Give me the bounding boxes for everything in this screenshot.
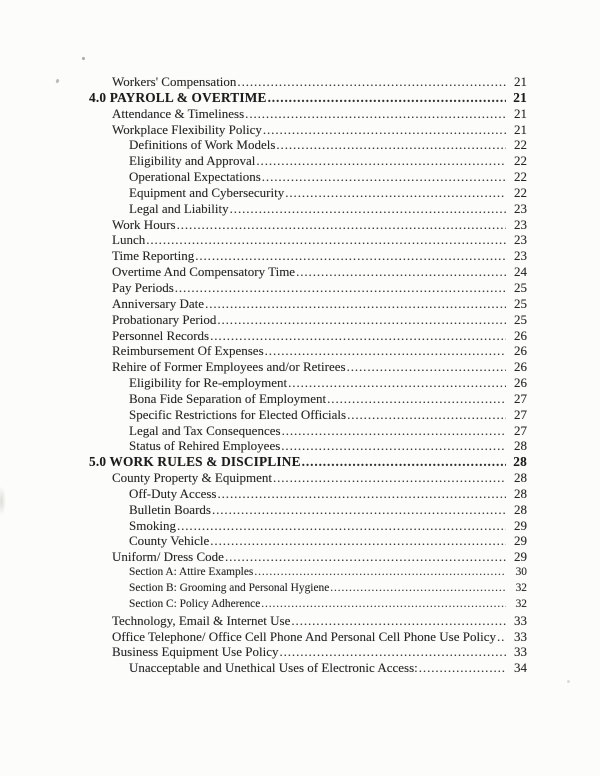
toc-entry-title: Definitions of Work Models	[129, 137, 276, 153]
toc-entry-title: Eligibility for Re-employment	[129, 375, 288, 391]
dot-leader	[177, 217, 506, 233]
toc-entry-title: 5.0 WORK RULES & DISCIPLINE	[89, 454, 301, 470]
toc-entry-title: Bulletin Boards	[129, 501, 211, 517]
toc-entry	[89, 137, 527, 153]
toc-entry	[89, 74, 527, 90]
toc-entry	[89, 343, 527, 359]
toc-entry	[89, 597, 527, 613]
dot-leader	[497, 629, 506, 645]
toc-entry-title: Time Reporting	[112, 248, 195, 264]
dot-leader	[276, 137, 506, 153]
dot-leader	[210, 328, 506, 344]
toc-entry	[89, 153, 527, 169]
dot-leader	[230, 201, 506, 217]
toc-entry	[89, 644, 527, 660]
scan-smudge	[0, 486, 6, 516]
dot-leader	[195, 248, 506, 264]
dot-leader	[262, 169, 506, 185]
toc-entry-page: 27	[514, 390, 527, 406]
toc-entry-title: Off-Duty Access	[129, 485, 217, 501]
dot-leader	[330, 581, 506, 597]
dot-leader	[302, 454, 506, 470]
toc-entry	[89, 470, 527, 486]
toc-entry-title: Technology, Email & Internet Use	[112, 612, 291, 628]
dot-leader	[268, 90, 506, 106]
toc-entry-page: 30	[515, 566, 527, 579]
dot-leader	[263, 122, 506, 138]
toc-entry-title: Status of Rehired Employees	[129, 438, 281, 454]
toc-entry-page: 29	[514, 533, 527, 549]
toc-entry	[89, 90, 527, 106]
toc-entry-title: Eligibility and Approval	[129, 153, 256, 169]
toc-entry-page: 25	[514, 311, 527, 327]
toc-entry-page: 28	[513, 454, 527, 470]
toc-entry-page: 28	[514, 438, 527, 454]
toc-entry	[89, 502, 527, 518]
toc-entry	[89, 660, 527, 676]
toc-entry-title: Business Equipment Use Policy	[112, 644, 279, 660]
toc-entry-page: 34	[514, 660, 527, 676]
toc-entry-page: 27	[514, 406, 527, 422]
toc-entry-page: 23	[514, 248, 527, 264]
dot-leader	[256, 153, 506, 169]
toc-entry	[89, 122, 527, 138]
toc-entry-title: Bona Fide Separation of Employment	[129, 390, 327, 406]
toc-entry-page: 26	[514, 327, 527, 343]
toc-entry	[89, 185, 527, 201]
toc-entry-title: Work Hours	[112, 216, 176, 232]
toc-entry-page: 22	[514, 169, 527, 185]
toc-entry-page: 23	[514, 200, 527, 216]
toc-list	[89, 74, 527, 676]
toc-entry-page: 28	[514, 485, 527, 501]
toc-entry-title: Legal and Liability	[129, 200, 229, 216]
toc-entry-page: 25	[514, 279, 527, 295]
dot-leader	[288, 375, 506, 391]
toc-entry	[89, 359, 527, 375]
toc-entry-title: Specific Restrictions for Elected Officials	[129, 406, 347, 422]
dot-leader	[296, 264, 506, 280]
toc-entry-title: Reimbursement Of Expenses	[112, 343, 264, 359]
toc-entry-page: 22	[514, 184, 527, 200]
toc-entry	[89, 264, 527, 280]
scan-speckle	[567, 680, 570, 683]
dot-leader	[212, 502, 506, 518]
toc-entry-page: 29	[514, 549, 527, 565]
toc-entry-page: 33	[514, 612, 527, 628]
scan-speckle	[55, 79, 59, 84]
dot-leader	[217, 312, 506, 328]
toc-entry-title: Workplace Flexibility Policy	[112, 121, 262, 137]
dot-leader	[327, 391, 506, 407]
toc-entry	[89, 565, 527, 581]
dot-leader	[265, 343, 506, 359]
toc-entry-title: Pay Periods	[112, 279, 174, 295]
toc-entry	[89, 312, 527, 328]
toc-entry	[89, 518, 527, 534]
dot-leader	[419, 660, 506, 676]
toc-entry-page: 32	[515, 582, 527, 594]
toc-entry	[89, 232, 527, 248]
toc-entry-page: 33	[514, 628, 527, 644]
dot-leader	[175, 280, 506, 296]
toc-entry-page: 21	[514, 121, 527, 137]
toc-entry	[89, 454, 527, 470]
toc-entry-title: Operational Expectations	[129, 169, 261, 185]
scan-speckle	[82, 57, 86, 61]
dot-leader	[205, 296, 506, 312]
dot-leader	[245, 106, 506, 122]
toc-entry-title: 4.0 PAYROLL & OVERTIME	[89, 89, 267, 105]
toc-entry-title: Attendance & Timeliness	[112, 105, 245, 121]
toc-entry	[89, 217, 527, 233]
dot-leader	[281, 438, 506, 454]
toc-entry	[89, 391, 527, 407]
toc-entry	[89, 169, 527, 185]
toc-entry-title: Office Telephone/ Office Cell Phone And Personal Cell Phone Use Policy	[112, 628, 496, 644]
dot-leader	[273, 470, 506, 486]
toc-entry	[89, 533, 527, 549]
toc-entry	[89, 248, 527, 264]
toc-entry	[89, 407, 527, 423]
toc-entry-title: Lunch	[112, 232, 146, 248]
toc-entry-page: 26	[514, 375, 527, 391]
toc-entry-title: Probationary Period	[112, 311, 217, 327]
toc-entry-title: Workers' Compensation	[112, 74, 237, 89]
toc-entry-title: Section C: Policy Adherence	[129, 597, 261, 610]
toc-entry	[89, 423, 527, 439]
toc-entry-page: 32	[515, 597, 527, 610]
toc-entry-title: County Vehicle	[129, 533, 210, 549]
toc-entry-page: 24	[514, 264, 527, 280]
dot-leader	[285, 185, 506, 201]
toc-entry-title: Uniform/ Dress Code	[112, 549, 224, 565]
dot-leader	[146, 232, 506, 248]
dot-leader	[291, 613, 506, 629]
toc-entry-title: Equipment and Cybersecurity	[129, 184, 285, 200]
dot-leader	[347, 407, 506, 423]
dot-leader	[282, 423, 506, 439]
toc-entry-page: 25	[514, 295, 527, 311]
toc-entry	[89, 280, 527, 296]
dot-leader	[347, 359, 506, 375]
dot-leader	[261, 597, 506, 613]
toc-entry-page: 22	[514, 137, 527, 153]
toc-entry-title: Section B: Grooming and Personal Hygiene	[129, 582, 330, 594]
toc-entry-page: 26	[514, 359, 527, 375]
toc-entry-page: 28	[514, 501, 527, 517]
toc-entry-page: 22	[514, 153, 527, 169]
dot-leader	[225, 549, 506, 565]
toc-entry-page: 29	[514, 517, 527, 533]
toc-entry-page: 33	[514, 644, 527, 660]
toc-entry-page: 21	[514, 105, 527, 121]
toc-entry	[89, 486, 527, 502]
toc-entry-page: 27	[514, 422, 527, 438]
toc-entry	[89, 629, 527, 645]
dot-leader	[177, 518, 506, 534]
toc-entry	[89, 106, 527, 122]
toc-entry-title: Unacceptable and Unethical Uses of Electronic Access:	[129, 660, 418, 676]
toc-entry	[89, 375, 527, 391]
toc-entry-title: Overtime And Compensatory Time	[112, 264, 296, 280]
toc-entry	[89, 581, 527, 597]
toc-entry-page: 21	[513, 89, 527, 105]
toc-entry-page: 21	[514, 74, 527, 89]
toc-entry-page: 23	[514, 232, 527, 248]
dot-leader	[237, 74, 506, 90]
toc-entry-title: Legal and Tax Consequences	[129, 422, 281, 438]
toc-entry	[89, 201, 527, 217]
toc-entry-title: Section A: Attire Examples	[129, 566, 254, 579]
toc-entry-title: Personnel Records	[112, 327, 210, 343]
toc-entry-page: 26	[514, 343, 527, 359]
toc-entry-page: 28	[514, 470, 527, 486]
dot-leader	[210, 533, 506, 549]
toc-entry	[89, 296, 527, 312]
toc-entry	[89, 613, 527, 629]
toc-entry	[89, 549, 527, 565]
dot-leader	[254, 565, 506, 581]
toc-entry-page: 23	[514, 216, 527, 232]
toc-entry-title: Anniversary Date	[112, 295, 205, 311]
dot-leader	[279, 644, 506, 660]
toc-entry-title: Smoking	[129, 517, 176, 533]
dot-leader	[218, 486, 507, 502]
toc-entry-title: County Property & Equipment	[112, 470, 272, 486]
toc-entry	[89, 328, 527, 344]
toc-entry	[89, 438, 527, 454]
toc-entry-title: Rehire of Former Employees and/or Retirees	[112, 359, 346, 375]
